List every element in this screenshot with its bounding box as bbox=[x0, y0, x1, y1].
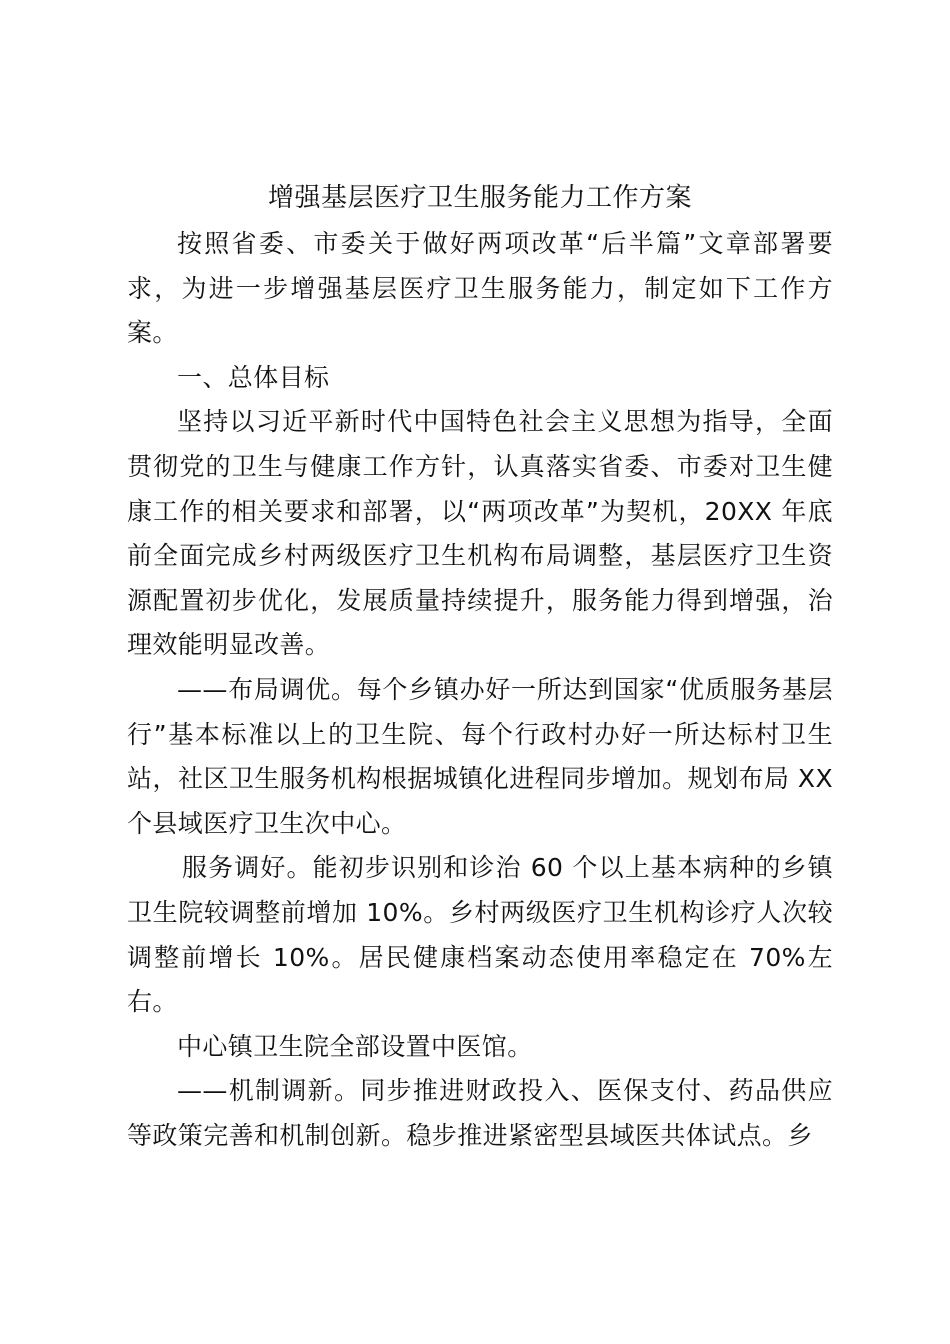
document-body bbox=[127, 176, 833, 1158]
intro-paragraph: 按照省委、市委关于做好两项改革“后半篇”文章部署要求，为进一步增强基层医疗卫生服务能力，制定如下工作方案。 bbox=[127, 229, 833, 348]
overall-goal-paragraph: 坚持以习近平新时代中国特色社会主义思想为指导，全面贯彻党的卫生与健康工作方针，认真落实省委、市委对卫生健康工作的相关要求和部署，以“两项改革”为契机，20XX 年底前全面完成乡村两级医疗卫生机构布局调整，基层医疗卫生资源配置初步优化，发展质量持续提升，服务能力得到增强，治理效能明显改善。 bbox=[127, 407, 833, 660]
section-heading-overall-goal: 一、总体目标 bbox=[177, 362, 330, 392]
mechanism-innovation-paragraph: ——机制调新。同步推进财政投入、医保支付、药品供应等政策完善和机制创新。稳步推进紧密型县域医共体试点。乡 bbox=[127, 1076, 833, 1150]
service-improvement-paragraph: 服务调好。能初步识别和诊治 60 个以上基本病种的乡镇卫生院较调整前增加 10%。乡村两级医疗卫生机构诊疗人次较调整前增长 10%。居民健康档案动态使用率稳定在 70%左右。 bbox=[127, 853, 833, 1017]
layout-optimization-paragraph: ——布局调优。每个乡镇办好一所达到国家“优质服务基层行”基本标准以上的卫生院、每个行政村办好一所达标村卫生站，社区卫生服务机构根据城镇化进程同步增加。规划布局 XX 个县域医疗卫生次中心。 bbox=[127, 674, 833, 838]
tcm-hall-paragraph: 中心镇卫生院全部设置中医馆。 bbox=[177, 1031, 533, 1061]
document-title: 增强基层医疗卫生服务能力工作方案 bbox=[267, 183, 692, 213]
